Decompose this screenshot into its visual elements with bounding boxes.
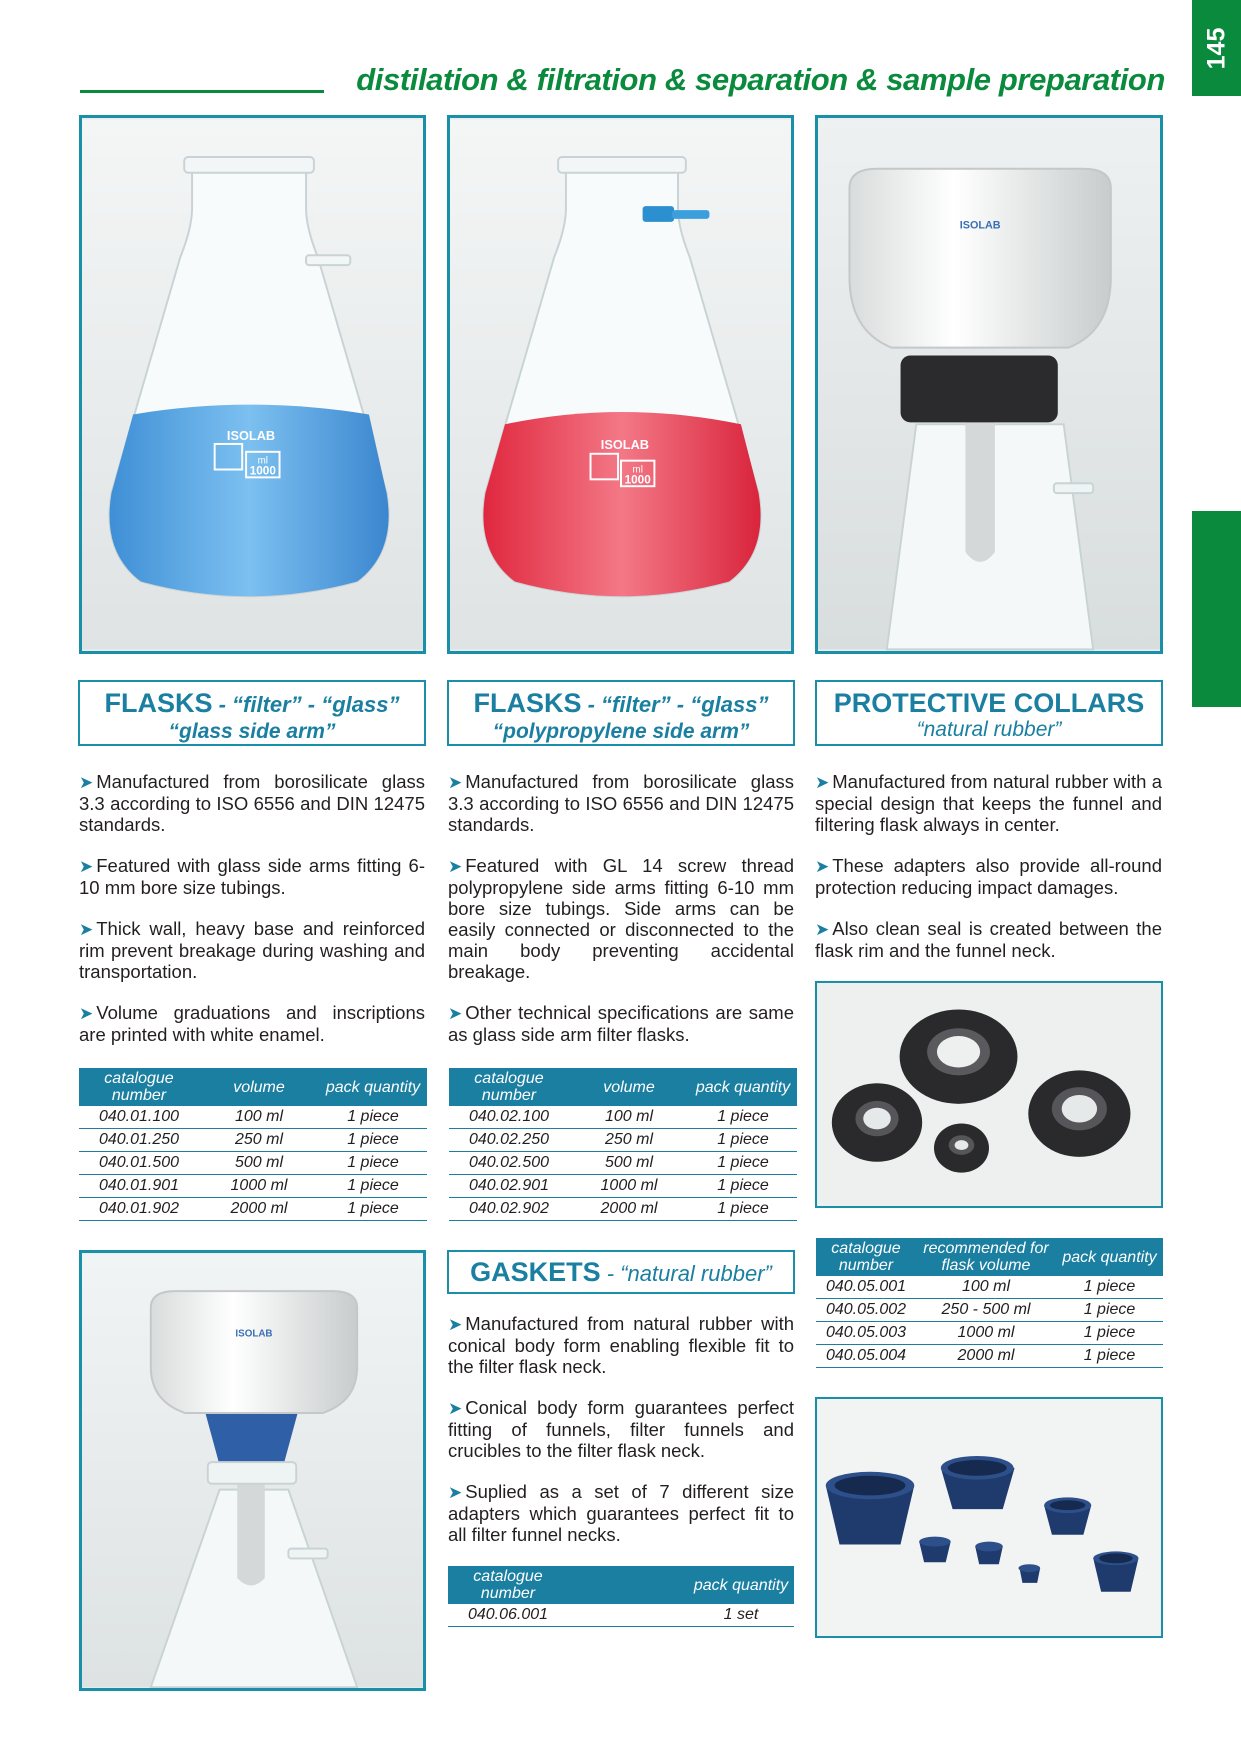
bullet: [448, 1002, 794, 1045]
description-protective-collars: [815, 771, 1162, 981]
cell: 040.05.002: [825, 1301, 907, 1318]
photo-filter-flask-pp-arm: [447, 115, 794, 654]
table-row: [816, 1299, 1163, 1322]
cell: 040.01.901: [98, 1177, 180, 1194]
cell: 1000 ml: [230, 1177, 288, 1194]
column-header: pack quantity: [1062, 1248, 1157, 1266]
cell: 2000 ml: [230, 1200, 288, 1217]
cell: 1 piece: [717, 1177, 769, 1194]
cell: 040.01.902: [98, 1200, 180, 1217]
table-row: [449, 1152, 797, 1175]
cell: 040.02.901: [468, 1177, 550, 1194]
cell: 1 piece: [1083, 1278, 1136, 1295]
cell: 040.02.100: [468, 1108, 550, 1125]
cell: 1 piece: [717, 1200, 769, 1217]
product-title: [449, 1257, 793, 1289]
column-header: catalogue number: [104, 1070, 174, 1104]
bullet: [815, 771, 1162, 835]
bullet-text: These adapters also provide all-round protection reducing impact damages.: [815, 855, 1162, 898]
cell: 040.01.100: [98, 1108, 180, 1125]
chevron-right-icon: ➤: [815, 857, 830, 876]
cell: 1 piece: [347, 1200, 399, 1217]
cell: 2000 ml: [957, 1347, 1015, 1364]
section-tab: [1192, 511, 1241, 707]
bullet: [448, 855, 794, 982]
chevron-right-icon: ➤: [448, 1004, 463, 1023]
description-gaskets: [448, 1313, 794, 1565]
table-row: [816, 1345, 1163, 1368]
product-title-main: GASKETS: [470, 1257, 601, 1287]
cell: 1 piece: [717, 1154, 769, 1171]
table-glass-arm-flask: [79, 1068, 427, 1221]
column-header: pack quantity: [693, 1576, 789, 1594]
chevron-right-icon: ➤: [79, 920, 94, 939]
table-row: [79, 1152, 427, 1175]
bullet-text: Manufactured from borosilicate glass 3.3 according to ISO 6556 and DIN 12475 standards.: [79, 771, 425, 835]
page-title: distilation & filtration & separation & sample preparation: [356, 62, 1165, 97]
table-protective-collars: [816, 1238, 1163, 1368]
photo-gasket-funnel: [79, 1250, 426, 1691]
product-title: [80, 688, 424, 720]
bullet-text: Volume graduations and inscriptions are printed with white enamel.: [79, 1002, 425, 1045]
flask-volume-mark: 1000: [249, 464, 276, 478]
cell: 040.02.500: [468, 1154, 550, 1171]
cell: 040.01.500: [98, 1154, 180, 1171]
cell: 250 ml: [604, 1131, 654, 1148]
table-row: [816, 1322, 1163, 1345]
photo-protective-collar-funnel: [815, 115, 1163, 654]
table-header: [79, 1068, 427, 1106]
table-header: [449, 1068, 797, 1106]
table-row: [449, 1175, 797, 1198]
column-header: pack quantity: [695, 1078, 791, 1096]
table-gaskets: [448, 1566, 794, 1627]
page-number: 145: [1202, 27, 1230, 69]
chevron-right-icon: ➤: [79, 773, 94, 792]
cell: 1 piece: [347, 1154, 399, 1171]
bullet: [448, 1313, 794, 1377]
bullet-text: Other technical specifications are same as glass side arm filter flasks.: [448, 1002, 794, 1045]
cell: 1 piece: [347, 1108, 399, 1125]
column-header: volume: [603, 1078, 655, 1096]
product-title-sub: - “natural rubber”: [600, 1261, 772, 1286]
cell: 1 piece: [1083, 1301, 1136, 1318]
cell: 1 set: [723, 1606, 759, 1623]
title-box-glass-arm-flask: [78, 680, 426, 746]
cell: 1000 ml: [957, 1324, 1015, 1341]
table-pp-arm-flask: [449, 1068, 797, 1221]
photo-filter-flask-glass-arm: [79, 115, 426, 654]
table-row: [79, 1175, 427, 1198]
flask-brand-mark: ISOLAB: [600, 436, 650, 452]
product-subtitle: “glass side arm”: [168, 720, 336, 743]
cell: 2000 ml: [600, 1200, 658, 1217]
flask-ml-label: ml: [632, 464, 643, 476]
description-pp-arm-flask: [448, 771, 794, 1065]
table-row: [79, 1129, 427, 1152]
title-box-gaskets: [447, 1250, 795, 1294]
chevron-right-icon: ➤: [79, 1004, 94, 1023]
chevron-right-icon: ➤: [815, 773, 830, 792]
column-header: catalogue number: [473, 1568, 543, 1602]
cell: 040.01.250: [98, 1131, 180, 1148]
header-rule: [80, 90, 324, 93]
chevron-right-icon: ➤: [448, 1315, 463, 1334]
cell: 040.02.250: [468, 1131, 550, 1148]
bullet: [448, 1481, 794, 1545]
bullet-text: Manufactured from natural rubber with conical body form enabling flexible fit to the filter flask neck.: [448, 1313, 794, 1377]
cell: 500 ml: [234, 1154, 284, 1171]
product-subtitle: “natural rubber”: [916, 718, 1062, 741]
product-title-sub: - “filter” - “glass”: [212, 692, 400, 717]
cell: 040.02.902: [468, 1200, 550, 1217]
table-row: [449, 1106, 797, 1129]
bullet: [79, 855, 425, 898]
cell: 1 piece: [717, 1108, 769, 1125]
funnel-brand-mark: ISOLAB: [235, 1328, 273, 1340]
table-row: [448, 1604, 794, 1627]
cell: 100 ml: [234, 1108, 284, 1125]
product-title: [449, 688, 793, 720]
flask-brand-mark: ISOLAB: [226, 428, 276, 444]
flask-volume-mark: 1000: [624, 473, 651, 487]
cell: 250 - 500 ml: [941, 1301, 1031, 1318]
bullet-text: Manufactured from natural rubber with a special design that keeps the funnel and filtering flask always in center.: [815, 771, 1162, 835]
cell: 100 ml: [961, 1278, 1011, 1295]
cell: 1000 ml: [600, 1177, 658, 1194]
title-box-protective-collars: [815, 680, 1163, 746]
product-title: PROTECTIVE COLLARS: [833, 688, 1145, 718]
bullet: [448, 1397, 794, 1461]
table-header: [816, 1238, 1163, 1276]
table-header: [448, 1566, 794, 1604]
cell: 040.05.004: [825, 1347, 907, 1364]
bullet: [815, 855, 1162, 898]
chevron-right-icon: ➤: [79, 857, 94, 876]
chevron-right-icon: ➤: [448, 1483, 463, 1502]
chevron-right-icon: ➤: [448, 857, 463, 876]
bullet-text: Featured with GL 14 screw thread polypropylene side arms fitting 6-10 mm bore size tubings. Side arms can be easily connected or disconnected to the main body preventing accidental breakage.: [448, 855, 794, 982]
chevron-right-icon: ➤: [448, 773, 463, 792]
table-row: [79, 1198, 427, 1221]
funnel-brand-mark: ISOLAB: [959, 219, 1001, 232]
cell: 250 ml: [234, 1131, 284, 1148]
chevron-right-icon: ➤: [815, 920, 830, 939]
bullet-text: Featured with glass side arms fitting 6-10 mm bore size tubings.: [79, 855, 425, 898]
product-subtitle: “polypropylene side arm”: [492, 720, 750, 743]
bullet-text: Manufactured from borosilicate glass 3.3 according to ISO 6556 and DIN 12475 standards.: [448, 771, 794, 835]
table-row: [79, 1106, 427, 1129]
column-header: volume: [233, 1078, 285, 1096]
description-glass-arm-flask: [79, 771, 425, 1065]
product-title-sub: - “filter” - “glass”: [581, 692, 769, 717]
column-header: catalogue number: [474, 1070, 544, 1104]
cell: 1 piece: [1083, 1347, 1136, 1364]
title-box-pp-arm-flask: [447, 680, 795, 746]
photo-gasket-set: [815, 1397, 1163, 1638]
table-row: [449, 1198, 797, 1221]
column-header: pack quantity: [325, 1078, 421, 1096]
cell: 040.06.001: [467, 1606, 549, 1623]
table-row: [449, 1129, 797, 1152]
bullet: [815, 918, 1162, 961]
bullet-text: Thick wall, heavy base and reinforced rim prevent breakage during washing and transportation.: [79, 918, 425, 982]
cell: 040.05.001: [825, 1278, 907, 1295]
bullet: [79, 918, 425, 982]
cell: 1 piece: [347, 1131, 399, 1148]
bullet-text: Conical body form guarantees perfect fitting of funnels, filter funnels and crucibles to the filter flask neck.: [448, 1397, 794, 1461]
cell: 040.05.003: [825, 1324, 907, 1341]
bullet-text: Suplied as a set of 7 different size adapters which guarantees perfect fit to all filter funnel necks.: [448, 1481, 794, 1545]
product-title-main: FLASKS: [104, 688, 213, 718]
column-header: catalogue number: [831, 1240, 901, 1274]
product-title-main: FLASKS: [473, 688, 582, 718]
photo-rubber-collars: [815, 981, 1163, 1208]
bullet-text: Also clean seal is created between the flask rim and the funnel neck.: [815, 918, 1162, 961]
bullet: [448, 771, 794, 835]
flask-ml-label: ml: [257, 455, 268, 467]
cell: 1 piece: [1083, 1324, 1136, 1341]
column-header: recommended for flask volume: [923, 1240, 1049, 1274]
bullet: [79, 771, 425, 835]
page-number-tab: [1192, 0, 1241, 96]
cell: 100 ml: [604, 1108, 654, 1125]
cell: 1 piece: [347, 1177, 399, 1194]
table-row: [816, 1276, 1163, 1299]
cell: 500 ml: [604, 1154, 654, 1171]
cell: 1 piece: [717, 1131, 769, 1148]
chevron-right-icon: ➤: [448, 1399, 463, 1418]
bullet: [79, 1002, 425, 1045]
